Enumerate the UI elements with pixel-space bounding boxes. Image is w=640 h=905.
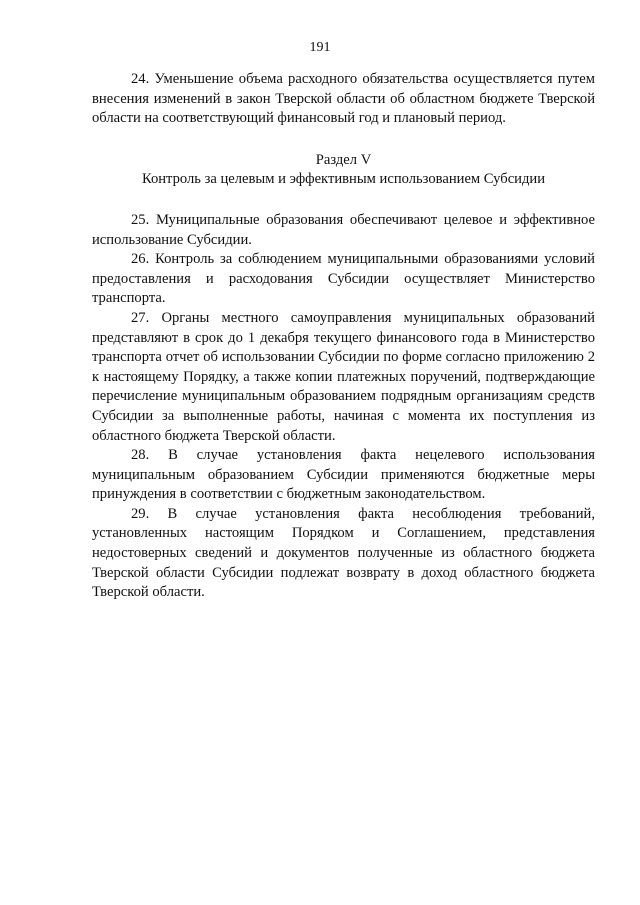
document-body — [92, 70, 595, 603]
paragraph-29: 29. В случае установления факта несоблюдения требований, установленных настоящим Порядком и Соглашением, представления недостоверных сведений и документов полученные из областного бюджета Тверской области Субсидии подлежат возврату в доход областного бюджета Тверской области. — [92, 505, 595, 601]
paragraph-24: 24. Уменьшение объема расходного обязательства осуществляется путем внесения изменений в закон Тверской области об областном бюджете Тверской области на соответствующий финансовый год и плановый период. — [92, 71, 595, 127]
paragraph-25: 25. Муниципальные образования обеспечивают целевое и эффективное использование Субсидии. — [92, 211, 595, 248]
paragraph-26: 26. Контроль за соблюдением муниципальными образованиями условий предоставления и расходования Субсидии осуществляет Министерство транспорта. — [92, 251, 595, 307]
section-header — [92, 151, 595, 190]
section-heading: Раздел V — [315, 151, 372, 168]
section-title: Контроль за целевым и эффективным использованием Субсидии — [141, 171, 546, 188]
paragraph-27: 27. Органы местного самоуправления муниципальных образований представляют в срок до 1 декабря текущего финансового года в Министерство транспорта отчет об использовании Субсидии по форме согласно приложению 2 к настоящему Порядку, а также копии платежных поручений, подтверждающие перечисление муниципальным образованием подрядным организациям средств Субсидии за выполненные работы, начиная с момента их поступления из областного бюджета Тверской области. — [92, 309, 595, 444]
paragraph-28: 28. В случае установления факта нецелевого использования муниципальным образованием Субсидии применяются бюджетные меры принуждения в соответствии с бюджетным законодательством. — [92, 447, 595, 503]
page-number: 191 — [309, 40, 331, 55]
